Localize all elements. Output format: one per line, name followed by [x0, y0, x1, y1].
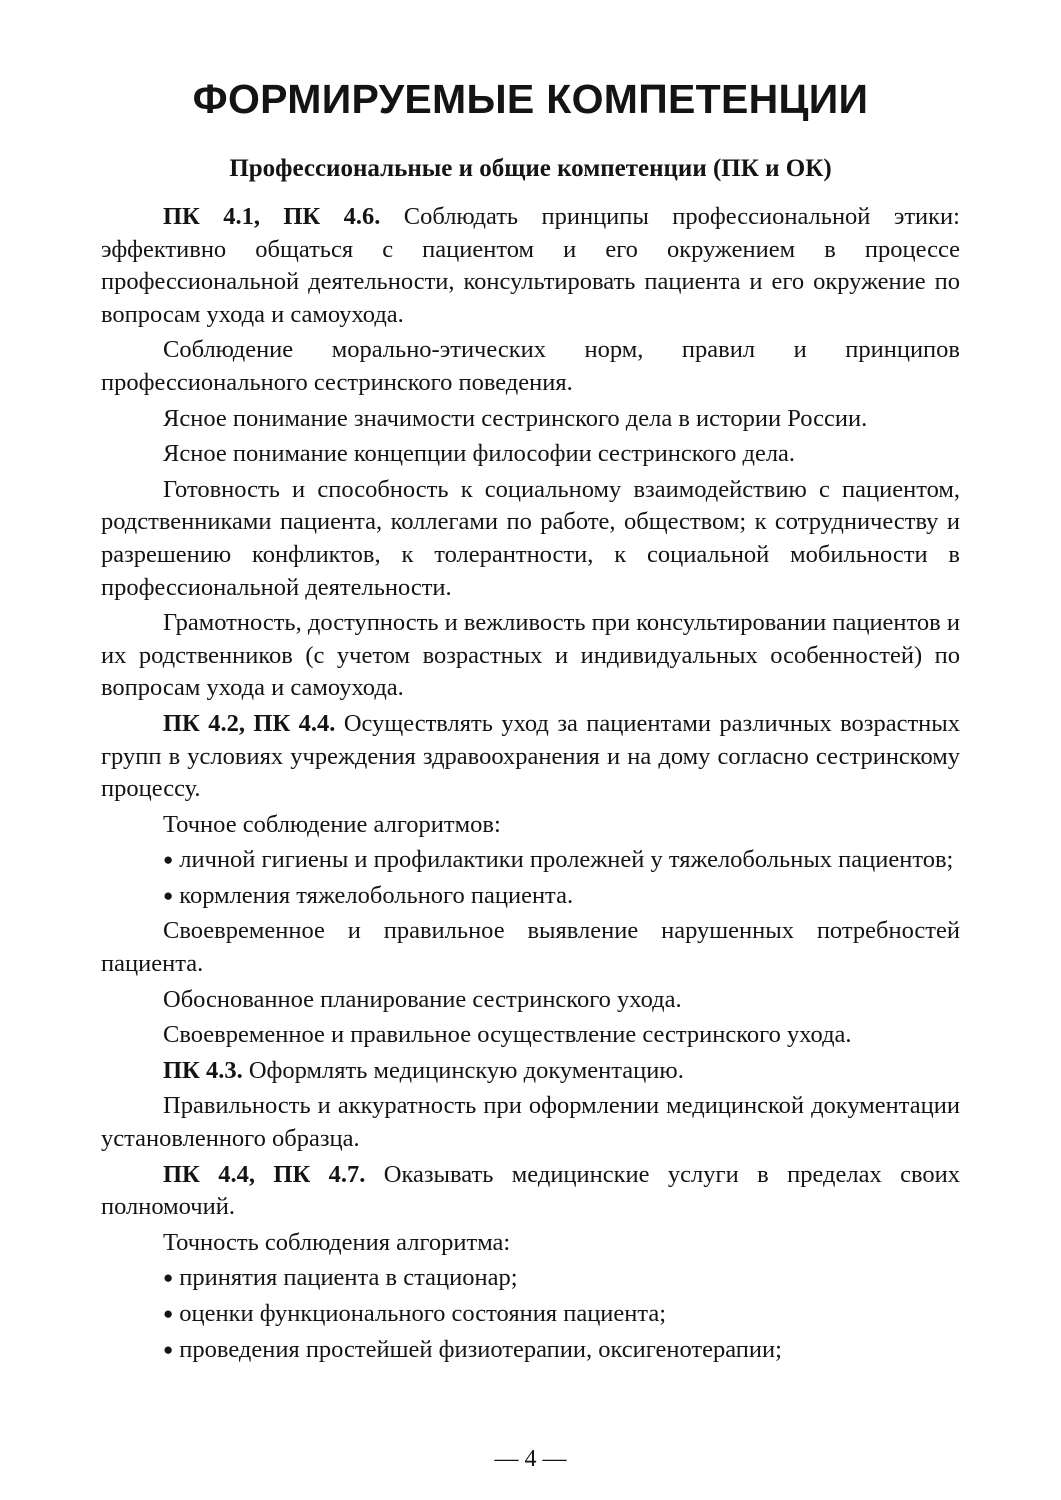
list-item — [101, 880, 960, 913]
bullet-icon: ● — [163, 1339, 174, 1359]
paragraph: Своевременное и правильное выявление нарушенных потребностей пациента. — [101, 917, 960, 978]
paragraph: Точность соблюдения алгоритма: — [163, 1228, 511, 1256]
paragraph: Соблюдение морально-этических норм, правил и принципов профессионального сестринского поведения. — [101, 336, 960, 396]
list-item — [101, 1298, 960, 1331]
list-item-text: проведения простейшей физиотерапии, оксигенотерапии; — [179, 1335, 782, 1363]
paragraph-text: Оказывать медицинские услуги в пределах своих полномочий. — [101, 1160, 960, 1221]
paragraph: Готовность и способность к социальному взаимодействию с пациентом, родственниками пациента, коллегами по работе, обществом; к сотрудничеству и разрешению конфликтов, к толерантности, к социальной мобильности в профессиональной деятельности. — [101, 475, 960, 601]
paragraph: Ясное понимание концепции философии сестринского дела. — [163, 440, 796, 468]
bullet-icon: ● — [163, 885, 174, 905]
bullet-icon: ● — [163, 1304, 174, 1323]
paragraph — [101, 201, 960, 331]
paragraph — [101, 1055, 960, 1088]
list-item-text: кормления тяжелобольного пациента. — [179, 881, 574, 909]
bullet-icon: ● — [163, 1268, 174, 1288]
paragraph: Своевременное и правильное осуществление сестринского ухода. — [163, 1021, 852, 1049]
list-item-text: оценки функционального состояния пациента; — [179, 1300, 667, 1327]
list-item — [101, 1262, 960, 1295]
paragraph: Точное соблюдение алгоритмов: — [163, 810, 501, 838]
document-body — [101, 201, 960, 1366]
paragraph-text: Осуществлять уход за пациентами различных возрастных групп в условиях учреждения здравоохранения и на дому согласно сестринскому процессу. — [101, 709, 960, 803]
paragraph-text: Оформлять медицинскую документацию. — [242, 1056, 684, 1084]
competency-code: ПК 4.4, ПК 4.7. — [163, 1160, 366, 1188]
paragraph: Грамотность, доступность и вежливость при консультировании пациентов и их родственников (с учетом возрастных и индивидуальных особенностей) по вопросам ухода и самоухода. — [101, 609, 960, 702]
competency-code: ПК 4.3. — [163, 1056, 243, 1084]
page-number: — 4 — — [494, 1446, 567, 1472]
paragraph-text: Соблюдать принципы профессиональной этики: эффективно общаться с пациентом и его окружением в процессе профессиональной деятельности, консультировать пациента и его окружение по вопросам ухода и самоухода. — [101, 203, 960, 328]
competency-code: ПК 4.2, ПК 4.4. — [163, 709, 336, 737]
paragraph — [101, 1159, 960, 1224]
paragraph: Правильность и аккуратность при оформлении медицинской документации установленного образца. — [101, 1092, 960, 1153]
paragraph — [101, 708, 960, 806]
list-item-text: личной гигиены и профилактики пролежней у тяжелобольных пациентов; — [179, 846, 954, 874]
list-item — [101, 844, 960, 877]
list-item-text: принятия пациента в стационар; — [179, 1264, 518, 1292]
bullet-icon: ● — [163, 850, 174, 870]
paragraph: Ясное понимание значимости сестринского дела в истории России. — [163, 404, 868, 432]
section-subtitle: Профессиональные и общие компетенции (ПК и ОК) — [229, 155, 832, 182]
page-title: ФОРМИРУЕМЫЕ КОМПЕТЕНЦИИ — [192, 76, 869, 122]
competency-code: ПК 4.1, ПК 4.6. — [163, 203, 381, 230]
paragraph: Обоснованное планирование сестринского ухода. — [163, 985, 682, 1013]
list-item — [101, 1334, 960, 1367]
